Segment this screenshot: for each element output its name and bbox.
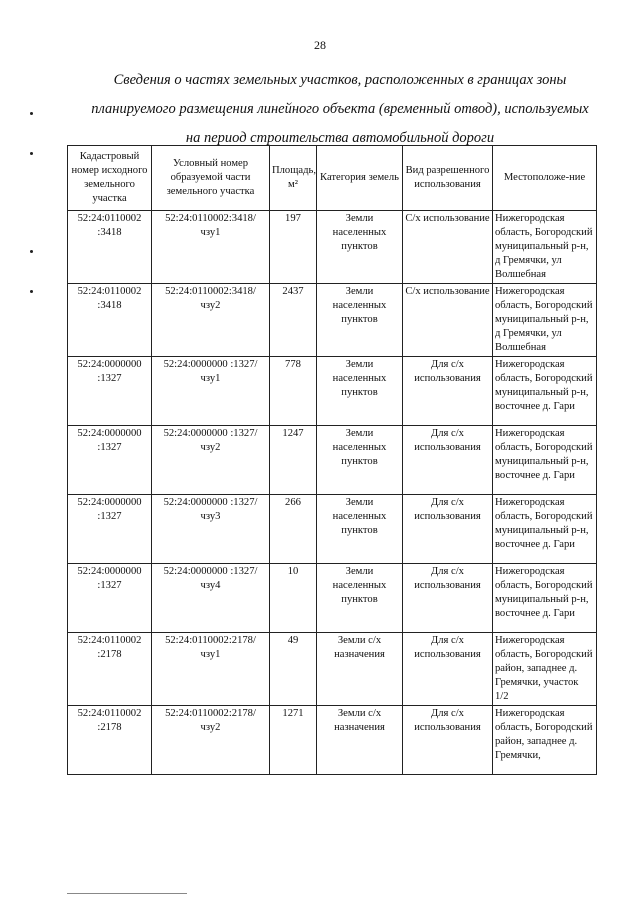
table-cell: 52:24:0000000 :1327 bbox=[68, 426, 152, 495]
table-cell: 2437 bbox=[270, 284, 317, 357]
table-row bbox=[68, 495, 597, 564]
table-cell: 52:24:0110002:2178/ чзу1 bbox=[152, 633, 270, 706]
table-cell: Земли населенных пунктов bbox=[317, 211, 403, 284]
table-cell: 49 bbox=[270, 633, 317, 706]
table-cell: 52:24:0110002:3418/ чзу2 bbox=[152, 284, 270, 357]
table-cell: Для с/х использования bbox=[403, 426, 493, 495]
table-cell: 266 bbox=[270, 495, 317, 564]
table-cell: Для с/х использования bbox=[403, 564, 493, 633]
document-title bbox=[60, 66, 620, 153]
table-cell: Нижегородская область, Богородский муниципальный р-н, восточнее д. Гари bbox=[493, 426, 597, 495]
table-cell: Нижегородская область, Богородский район, западнее д. Гремячки, bbox=[493, 706, 597, 775]
footer-divider bbox=[67, 893, 187, 894]
table-cell: 52:24:0000000 :1327/чзу4 bbox=[152, 564, 270, 633]
table-cell: Для с/х использования bbox=[403, 495, 493, 564]
table-cell: 52:24:0110002 :2178 bbox=[68, 633, 152, 706]
table-cell: 52:24:0000000 :1327 bbox=[68, 357, 152, 426]
column-header: Категория земель bbox=[317, 146, 403, 211]
table-row bbox=[68, 633, 597, 706]
page-number: 28 bbox=[314, 38, 326, 52]
column-header: Вид разрешенного использования bbox=[403, 146, 493, 211]
table-cell: Земли с/х назначения bbox=[317, 706, 403, 775]
margin-dot-mark bbox=[30, 290, 33, 293]
table-cell: 52:24:0000000 :1327/чзу3 bbox=[152, 495, 270, 564]
table-cell: Земли населенных пунктов bbox=[317, 284, 403, 357]
table-cell: Земли населенных пунктов bbox=[317, 564, 403, 633]
table-row bbox=[68, 564, 597, 633]
table-cell: Нижегородская область, Богородский муниципальный р-н, д Гремячки, ул Волшебная bbox=[493, 284, 597, 357]
table-cell: Нижегородская область, Богородский муниципальный р-н, д Гремячки, ул Волшебная bbox=[493, 211, 597, 284]
table-cell: 1271 bbox=[270, 706, 317, 775]
table-cell: 52:24:0110002 :3418 bbox=[68, 211, 152, 284]
title-line-2: планируемого размещения линейного объекта (временный отвод), используемых bbox=[91, 101, 589, 117]
table-cell: Земли с/х назначения bbox=[317, 633, 403, 706]
table-cell: 52:24:0000000 :1327/чзу2 bbox=[152, 426, 270, 495]
table-cell: С/х использование bbox=[403, 211, 493, 284]
table-cell: 52:24:0000000 :1327 bbox=[68, 564, 152, 633]
margin-dot-mark bbox=[30, 250, 33, 253]
table-cell: 52:24:0110002:2178/ чзу2 bbox=[152, 706, 270, 775]
table-cell: 52:24:0000000 :1327 bbox=[68, 495, 152, 564]
table-cell: Для с/х использования bbox=[403, 633, 493, 706]
table-cell: 197 bbox=[270, 211, 317, 284]
table-cell: Нижегородская область, Богородский муниципальный р-н, восточнее д. Гари bbox=[493, 564, 597, 633]
table-cell: 52:24:0110002:3418/ чзу1 bbox=[152, 211, 270, 284]
margin-dot-mark bbox=[30, 112, 33, 115]
title-line-3: на период строительства автомобильной дороги bbox=[185, 130, 495, 146]
title-line-1: Сведения о частях земельных участков, расположенных в границах зоны bbox=[113, 72, 567, 88]
land-parts-table bbox=[67, 145, 597, 775]
column-header: Площадь, м² bbox=[270, 146, 317, 211]
table-cell: Для с/х использования bbox=[403, 357, 493, 426]
table-row bbox=[68, 706, 597, 775]
table-cell: С/х использование bbox=[403, 284, 493, 357]
table-cell: Нижегородская область, Богородский район, западнее д. Гремячки, участок 1/2 bbox=[493, 633, 597, 706]
table-cell: 52:24:0110002 :2178 bbox=[68, 706, 152, 775]
table-row bbox=[68, 211, 597, 284]
table-body bbox=[68, 211, 597, 775]
table-cell: 10 bbox=[270, 564, 317, 633]
table-cell: 1247 bbox=[270, 426, 317, 495]
table-cell: Земли населенных пунктов bbox=[317, 495, 403, 564]
table-row bbox=[68, 426, 597, 495]
column-header: Местоположе-ние bbox=[493, 146, 597, 211]
table-cell: Земли населенных пунктов bbox=[317, 357, 403, 426]
column-header: Условный номер образуемой части земельного участка bbox=[152, 146, 270, 211]
table-cell: 52:24:0000000 :1327/чзу1 bbox=[152, 357, 270, 426]
column-header: Кадастровый номер исходного земельного участка bbox=[68, 146, 152, 211]
table-cell: Нижегородская область, Богородский муниципальный р-н, восточнее д. Гари bbox=[493, 495, 597, 564]
table-cell: 52:24:0110002 :3418 bbox=[68, 284, 152, 357]
table-cell: Нижегородская область, Богородский муниципальный р-н, восточнее д. Гари bbox=[493, 357, 597, 426]
table-row bbox=[68, 284, 597, 357]
table-cell: Для с/х использования bbox=[403, 706, 493, 775]
margin-dot-mark bbox=[30, 152, 33, 155]
table-row bbox=[68, 357, 597, 426]
table-cell: Земли населенных пунктов bbox=[317, 426, 403, 495]
table-cell: 778 bbox=[270, 357, 317, 426]
table-header-row bbox=[68, 146, 597, 211]
